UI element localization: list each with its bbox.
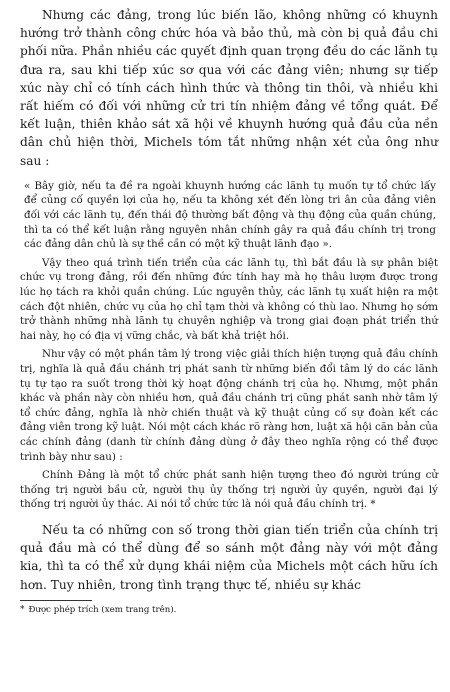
footnote (20, 604, 438, 616)
paragraph-party-law: Chính Đảng là một tổ chức phát sanh hiện tượng theo đó người trúng cử thống trị người bầu cử, người thụ ủy thống trị người ủy quyền, người đại lý thống trị người ủy thác. Ai nói tổ chức tức là nói quả đầu chính trị. * (20, 469, 438, 511)
paragraph-intro: Nhưng các đảng, trong lúc biến lão, không những có khuynh hướng trở thành công chức hóa và bảo thủ, mà còn bị quả đầu chi phối nữa. Phần nhiều các quyết định quan trọng đều do các lãnh tụ đưa ra, sau khi tiếp xúc sơ qua với các đảng viên; nhưng sự tiếp xúc này chỉ có tính cách hình thức và thông tin thôi, và nhiều khi rất hiếm có đối với những cử tri tín nhiệm đảng về tổng quát. Để kết luận, thiên khảo sát xã hội về khuynh hướng quả đầu của nền dân chủ hiện thời, Michels tóm tắt những nhận xét của ông như sau : (20, 8, 438, 168)
quotation-michels: « Bây giờ, nếu ta đề ra ngoài khuynh hướng các lãnh tụ muốn tự tổ chức lấy để củng cố quyền lợi của họ, nếu ta không xét đến lòng tri ân của đảng viên đối với các lãnh tụ, đến thái độ thường bất động và thụ động của quần chúng, thì ta có thể kết luận rằng nguyên nhân chính gây ra quả đầu chính trị trong các đảng dân chủ là sự thề cần có một kỹ thuật lãnh đạo ». (24, 179, 436, 251)
paragraph-comparison: Nếu ta có những con số trong thời gian tiến triển của chính trị quả đầu mà có thể dùng để so sánh một đảng này với một đảng kia, thì ta có thể xử dụng khái niệm của Michels một cách hữu ích hơn. Tuy nhiên, trong tình trạng thực tế, nhiều sự khác (20, 522, 438, 592)
footnote-marker: * (20, 604, 25, 615)
footnote-divider (20, 600, 92, 601)
footnote-text: Được phép trích (xem trang trên). (28, 604, 177, 615)
paragraph-leader-evolution: Vậy theo quá trình tiến triển của các lãnh tụ, thì bắt đầu là sự phân biệt chức vụ trong đảng, rồi đến những đức tính hay mà họ thâu lượm được trong lúc họ tách ra khỏi quần chúng. Lúc nguyên thủy, các lãnh tụ xuất hiện ra một cách đột nhiên, chức vụ của họ chỉ tạm thời và không có thù lao. Nhưng họ sớm trở thành những nhà lãnh tụ chuyên nghiệp và trong giai đoạn phát triển thứ hai này, họ có địa vị vững chắc, và bất khả triệt hồi. (20, 256, 438, 342)
paragraph-psychology: Như vậy có một phần tâm lý trong việc giải thích hiện tượng quả đầu chính trị, nghĩa là quả đầu chánh trị phát sanh từ những biến đổi tâm lý do các lãnh tụ tự tạo ra suốt trong thời kỳ hoạt động chánh trị của họ. Nhưng, một phần khác và phần này còn nhiều hơn, quả đầu chánh trị cũng phát sanh nhờ tâm lý tổ chức đảng, nghĩa là nhờ chiến thuật và kỹ thuật củng cố sự đoàn kết các đảng viên trong kỹ luật. Nói một cách khác rõ ràng hơn, luật xã hội căn bản của các chính đảng (danh từ chính đảng dùng ở đây theo nghĩa rộng có thể được trình bày như sau) : (20, 348, 438, 463)
